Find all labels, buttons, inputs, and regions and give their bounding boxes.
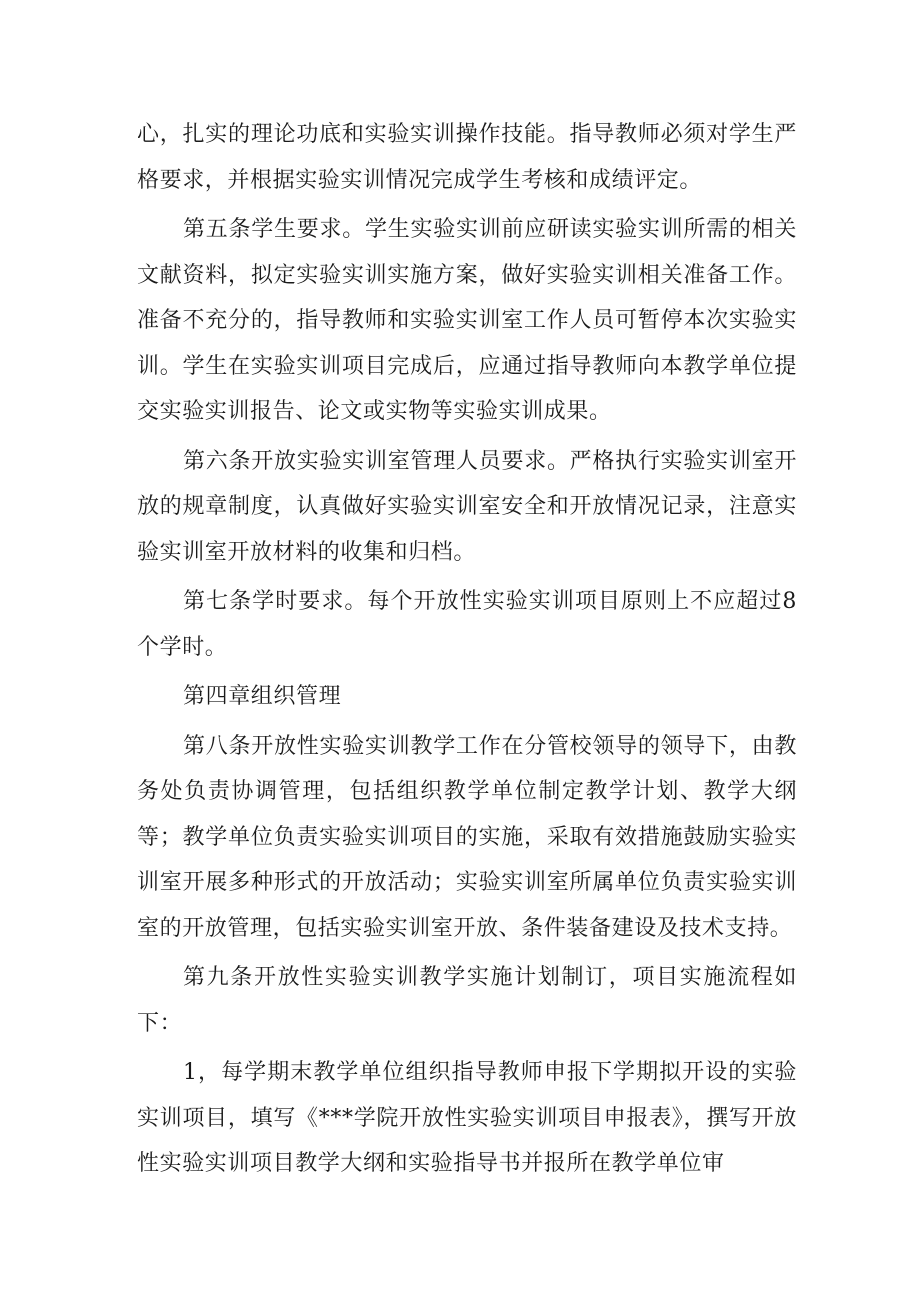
paragraph-article-5: 第五条学生要求。学生实验实训前应研读实验实训所需的相关文献资料，拟定实验实训实施方案，做好实验实训相关准备工作。准备不充分的，指导教师和实验实训室工作人员可暂停本次实验实训。学生在实验实训项目完成后，应通过指导教师向本教学单位提交实验实训报告、论文或实物等实验实训成果。 xyxy=(137,217,797,424)
document-page xyxy=(137,112,797,1191)
paragraph-article-9: 第九条开放性实验实训教学实施计划制订，项目实施流程如下： xyxy=(137,965,797,1036)
paragraph-continuation: 心，扎实的理论功底和实验实训操作技能。指导教师必须对学生严格要求，并根据实验实训情况完成学生考核和成绩评定。 xyxy=(137,122,797,193)
paragraph-item-1: 1，每学期末教学单位组织指导教师申报下学期拟开设的实验实训项目，填写《***学院开放性实验实训项目申报表》，撰写开放性实验实训项目教学大纲和实验指导书并报所在教学单位审 xyxy=(137,1060,797,1176)
paragraph-article-7: 第七条学时要求。每个开放性实验实训项目原则上不应超过8个学时。 xyxy=(137,589,797,660)
paragraph-article-6: 第六条开放实验实训室管理人员要求。严格执行实验实训室开放的规章制度，认真做好实验实训室安全和开放情况记录，注意实验实训室开放材料的收集和归档。 xyxy=(137,448,797,565)
paragraph-article-8: 第八条开放性实验实训教学工作在分管校领导的领导下，由教务处负责协调管理，包括组织教学单位制定教学计划、教学大纲等；教学单位负责实验实训项目的实施，采取有效措施鼓励实验实训室开展多种形式的开放活动；实验实训室所属单位负责实验实训室的开放管理，包括实验实训室开放、条件装备建设及技术支持。 xyxy=(137,733,797,941)
chapter-heading: 第四章组织管理 xyxy=(183,684,342,709)
